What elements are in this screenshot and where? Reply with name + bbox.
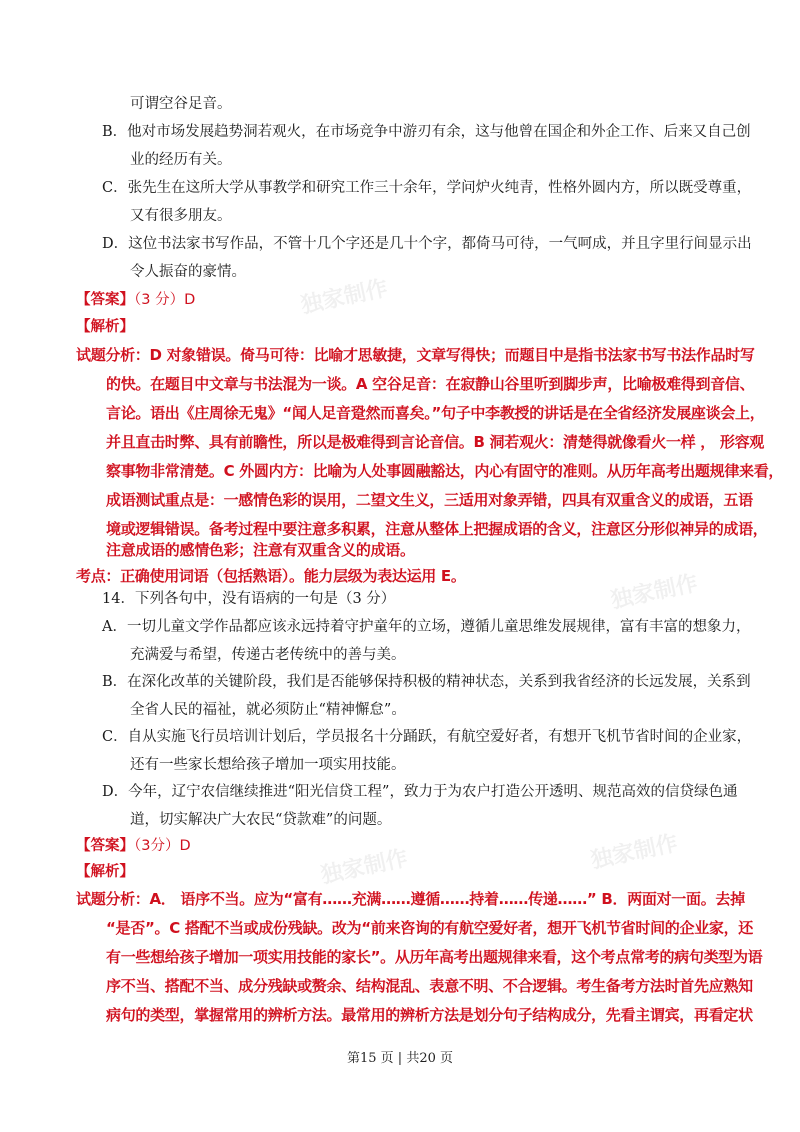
- q13-option-b-line2: 业的经历有关。: [130, 152, 232, 168]
- q13-analysis-line: 并且直击时弊、具有前瞻性，所以是极难得到言论音信。B 洞若观火：清楚得就像看火一样 ， 形容观: [106, 433, 765, 451]
- q14-analysis-label: 【解析】: [76, 864, 134, 880]
- watermark: 独家制作: [318, 846, 411, 889]
- answer-value: （3 分）D: [134, 292, 196, 308]
- q14-option-c-line1: C．自从实施飞行员培训计划后，学员报名十分踊跃，有航空爱好者，有想开飞机节省时间的企业家，: [102, 729, 752, 745]
- q14-analysis-line: “是否”。C 搭配不当或成份残缺。改为“前来咨询的有航空爱好者，想开飞机节省时间的企业家，还: [106, 919, 754, 937]
- watermark: 独家制作: [588, 831, 681, 874]
- q13-analysis-line: 注意成语的感情色彩；注意有双重含义的成语。: [106, 541, 415, 559]
- q14-option-c-line2: 还有一些家长想给孩子增加一项实用技能。: [130, 757, 406, 773]
- q13-option-c-line1: C．张先生在这所大学从事教学和研究工作三十余年，学问炉火纯青，性格外圆内方，所以既受尊重，: [102, 180, 752, 196]
- q14-option-b-line2: 全省人民的福祉，就必须防止“精神懈怠”。: [130, 702, 406, 718]
- q13-kaodian: 考点：正确使用词语（包括熟语）。能力层级为表达运用 E。: [76, 567, 466, 585]
- q13-option-c-line2: 又有很多朋友。: [130, 208, 232, 224]
- answer-value: （3分）D: [134, 838, 191, 854]
- q13-analysis-line: 境或逻辑错误。备考过程中要注意多积累，注意从整体上把握成语的含义，注意区分形似神异的成语，: [106, 520, 768, 538]
- q13-analysis-line: 察事物非常清楚。C 外圆内方：比喻为人处事圆融豁达，内心有固守的准则。从历年高考出题规律来看，: [106, 462, 784, 480]
- q13-option-d-line1: D．这位书法家书写作品，不管十几个字还是几十个字，都倚马可待，一气呵成，并且字里行间显示出: [102, 236, 752, 252]
- q13-analysis-line: 言论。语出《庄周徐无鬼》“闻人足音跫然而喜矣。”句子中李教授的讲话是在全省经济发展座谈会上，: [106, 404, 765, 422]
- answer-label: 【答案】: [76, 292, 134, 308]
- watermark: 独家制作: [608, 571, 701, 614]
- q13-analysis-label: 【解析】: [76, 319, 134, 335]
- page-footer: 第15 页 | 共20 页: [347, 1051, 453, 1066]
- q14-analysis-line: 有一些想给孩子增加一项实用技能的家长”。从历年高考出题规律来看，这个考点常考的病句类型为语: [106, 948, 763, 966]
- q13-option-b-line1: B．他对市场发展趋势洞若观火，在市场竞争中游刃有余，这与他曾在国企和外企工作、后来又自己创: [102, 124, 751, 140]
- q14-stem: 14．下列各句中，没有语病的一句是（3 分）: [102, 591, 396, 607]
- q14-analysis-line: 试题分析：A． 语序不当。应为“富有……充满……遵循……持着……传递……” B．两面对一面。去掉: [76, 890, 745, 908]
- watermark: 独家制作: [298, 276, 391, 319]
- q14-analysis-line: 序不当、搭配不当、成分残缺或赘余、结构混乱、表意不明、不合逻辑。考生备考方法时首先应熟知: [106, 977, 753, 995]
- q13-analysis-line: 试题分析：D 对象错误。倚马可待：比喻才思敏捷，文章写得快；而题目中是指书法家书写书法作品时写: [76, 346, 755, 364]
- q13-option-d-line2: 令人振奋的豪情。: [130, 264, 246, 280]
- q14-option-d-line2: 道，切实解决广大农民“贷款难”的问题。: [130, 812, 392, 828]
- q13-analysis-line: 的快。在题目中文章与书法混为一谈。A 空谷足音：在寂静山谷里听到脚步声，比喻极难得到音信、: [106, 375, 755, 393]
- q13-analysis-line: 成语测试重点是：一感情色彩的误用，二望文生义，三适用对象弄错，四具有双重含义的成语，五语: [106, 491, 753, 509]
- answer-label: 【答案】: [76, 838, 134, 854]
- q14-analysis-line: 病句的类型，掌握常用的辨析方法。最常用的辨析方法是划分句子结构成分，先看主谓宾，再看定状: [106, 1006, 753, 1024]
- q14-answer: [76, 836, 191, 856]
- q14-option-a-line1: A．一切儿童文学作品都应该永远持着守护童年的立场，遵循儿童思维发展规律，富有丰富的想象力，: [102, 619, 751, 635]
- q14-option-d-line1: D．今年，辽宁农信继续推进“阳光信贷工程”，致力于为农户打造公开透明、规范高效的信贷绿色通: [102, 784, 738, 800]
- q14-option-b-line1: B．在深化改革的关键阶段，我们是否能够保持积极的精神状态，关系到我省经济的长远发展，关系到: [102, 674, 751, 690]
- q13-answer: [76, 290, 195, 310]
- q14-option-a-line2: 充满爱与希望，传递古老传统中的善与美。: [130, 647, 406, 663]
- q13-option-a-tail: 可谓空谷足音。: [130, 96, 232, 112]
